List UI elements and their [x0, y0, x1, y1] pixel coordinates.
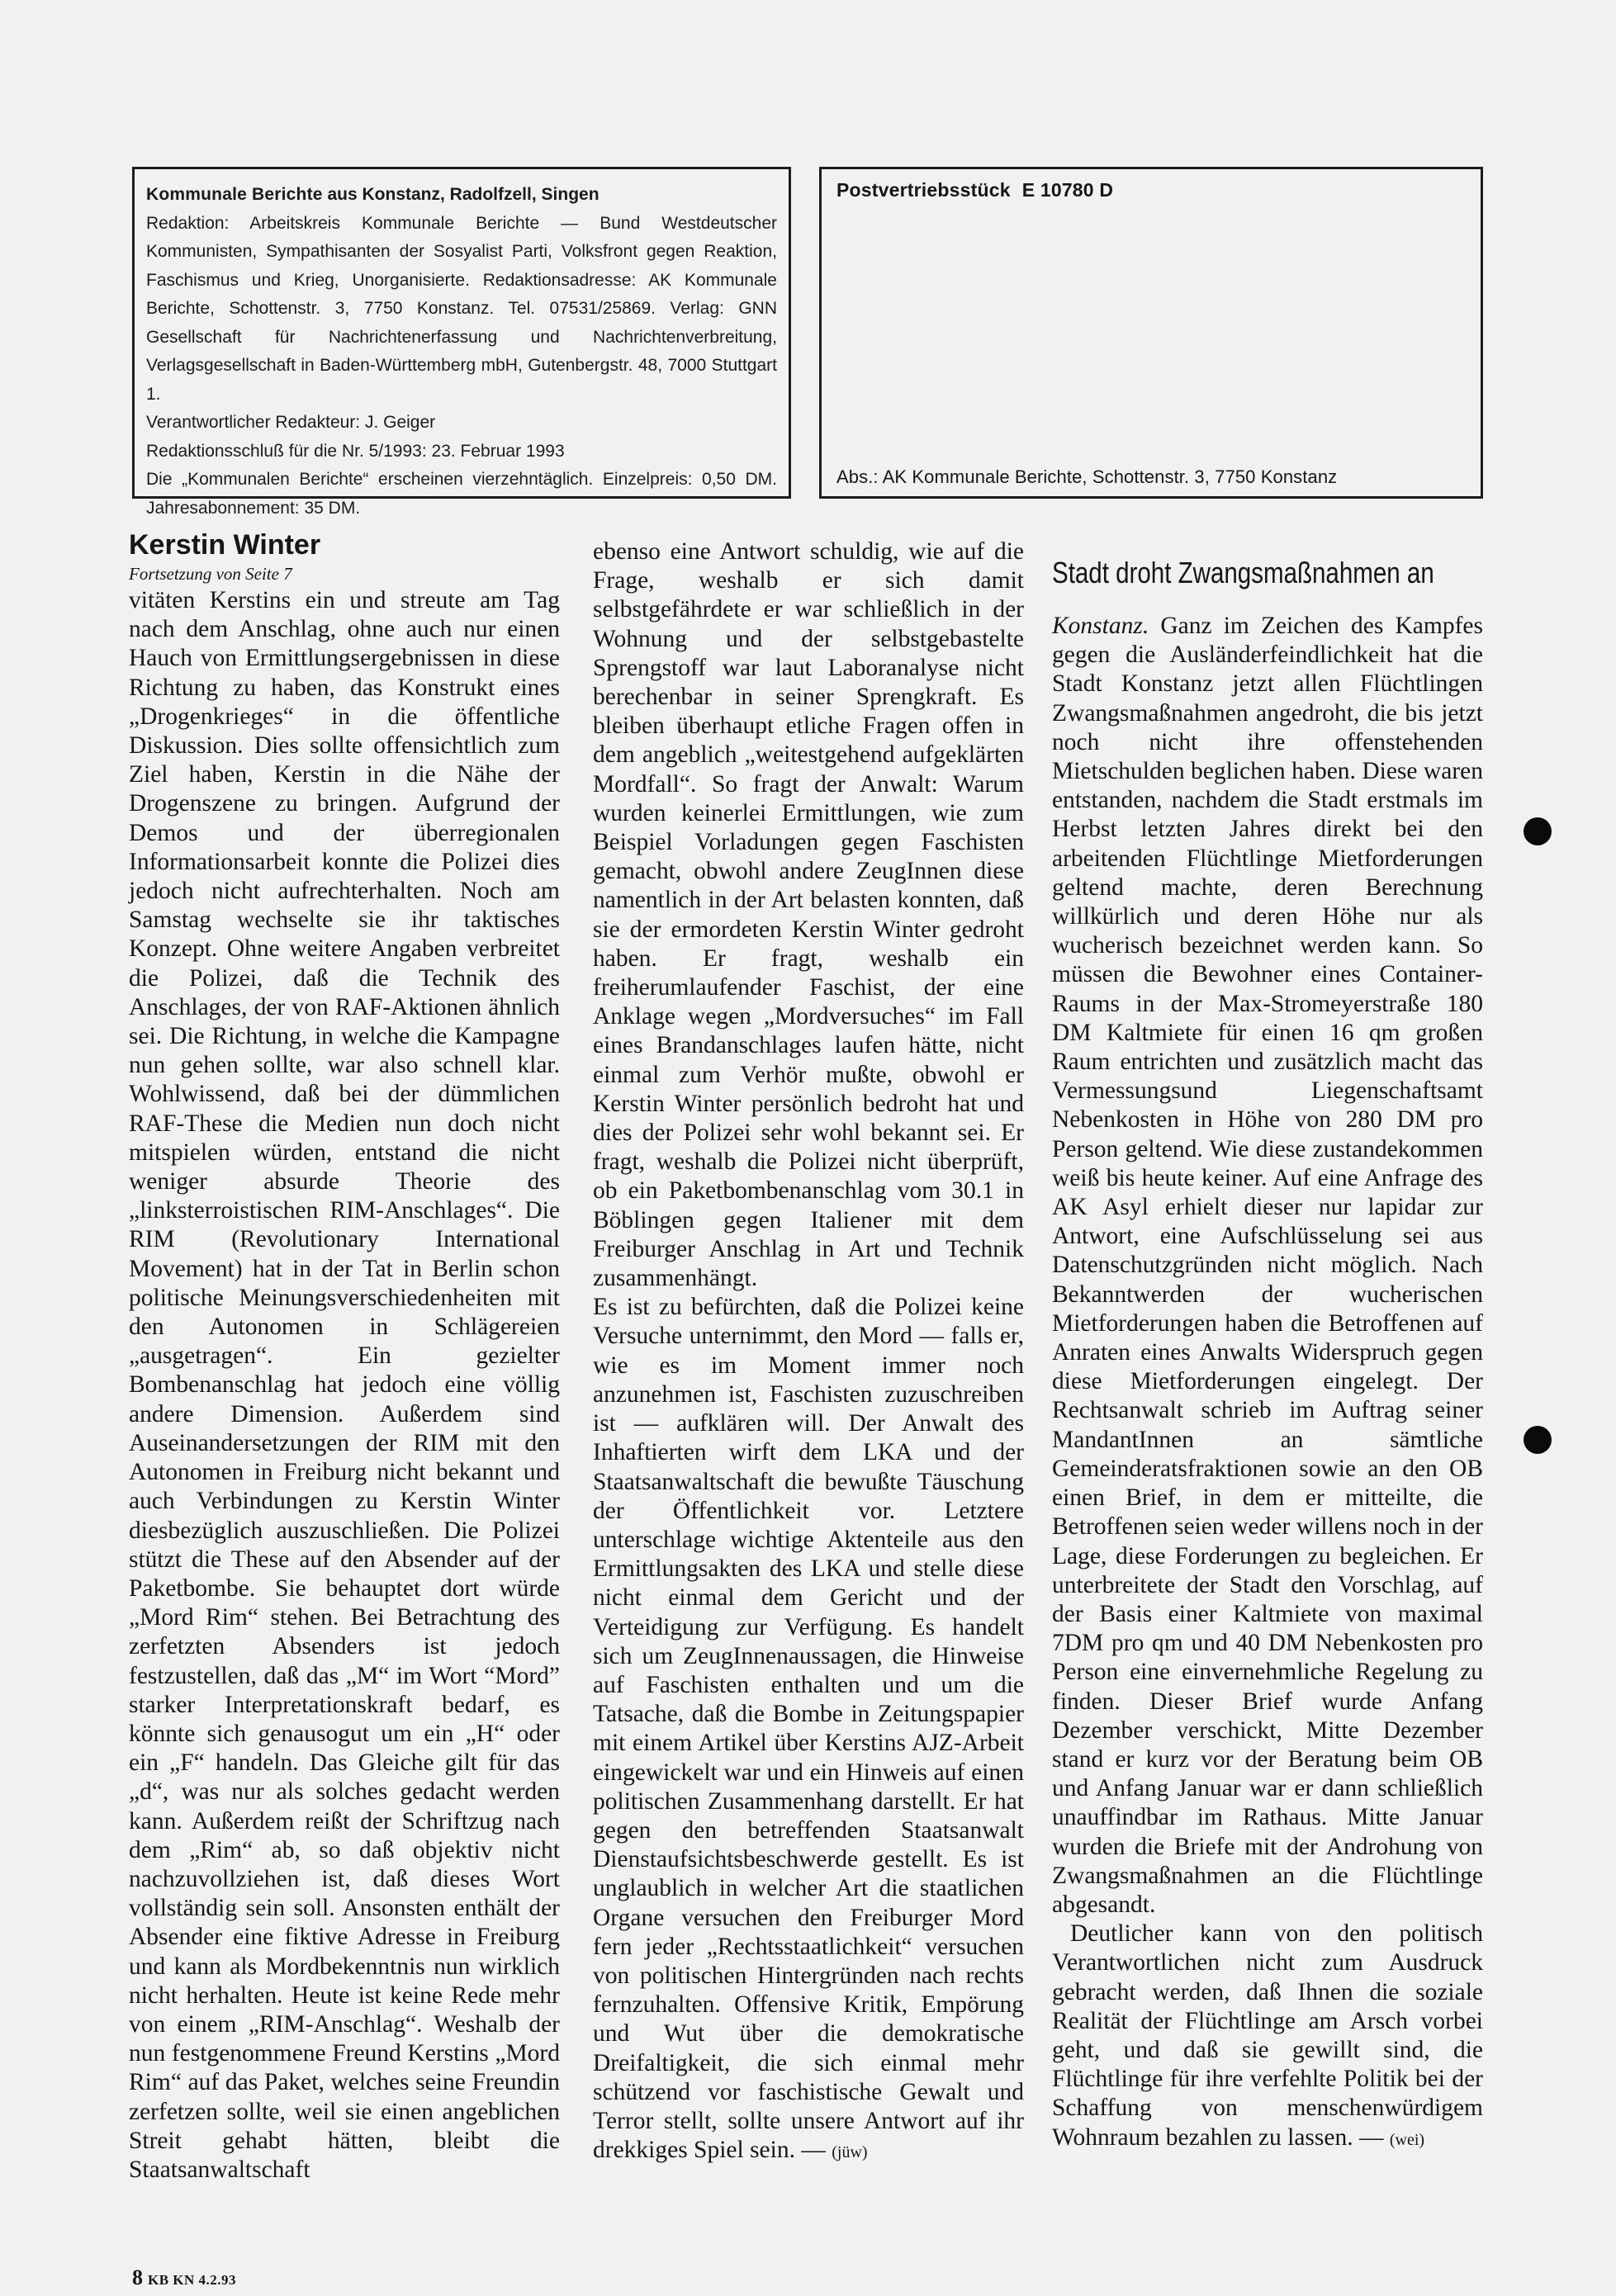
imprint-publication-name: Kommunale Berichte: [146, 185, 323, 204]
imprint-publication-region: aus Konstanz, Radolfzell, Singen: [322, 185, 599, 204]
binder-hole: [1524, 1426, 1552, 1454]
article1-column-2: [593, 537, 1024, 2167]
article2-dateline: Konstanz.: [1052, 613, 1149, 639]
sender-address: Abs.: AK Kommunale Berichte, Schottenstr. 3, 7750 Konstanz: [836, 466, 1338, 487]
article2-paragraph-2: [1052, 1920, 1483, 2155]
article2-headline: Stadt droht Zwangsmaßnahmen an: [1052, 556, 1434, 589]
article1-body-col2-paragraph-1: ebenso eine Antwort schuldig, wie auf die Frage, weshalb er sich damit selbstgefährdete er war schließlich in der Wohnung und der selbstgebastelte Sprengstoff war laut Laboranalyse nicht berechenbar in seiner Sprengkraft. Es bleiben überhaupt etliche Fragen offen in dem angeblich „weitestgehend aufgeklärten Mordfall“. So fragt der Anwalt: Warum wurden keinerlei Ermittlungen, wie zum Beispiel Vorladungen gegen Faschisten gemacht, obwohl andere ZeugInnen diese namentlich in der Art belasten konnten, daß sie der ermordeten Kerstin Winter gedroht haben. Er fragt, weshalb ein freiherumlaufender Faschist, der eine Anklage wegen „Mordversuches“ im Fall eines Brandanschlages laufen hätte, nicht einmal zum Verhör mußte, obwohl er Kerstin Winter persönlich bedroht hat und dies der Polizei sehr wohl bekannt sei. Er fragt, weshalb die Polizei nicht überprüft, ob ein Paketbombenanschlag vom 30.1 in Böblingen gegen Italiener mit dem Freiburger Anschlag in Art und Technik zusammenhängt.: [593, 538, 1024, 1292]
postal-label: [836, 179, 1113, 201]
article2-body-2: Deutlicher kann von den politisch Verantwortlichen nicht zum Ausdruck gebracht werden, daß Ihnen die soziale Realität der Flüchtlinge am Arsch vorbei geht, und daß sie gewillt sind, die Flüchtlinge für ihre verfehlte Politik bei der Schaffung von menschenwürdigem Wohnraum bezahlen zu lassen. —: [1052, 1920, 1483, 2151]
article1-body-col2-text: Es ist zu befürchten, daß die Polizei keine Versuche unternimmt, den Mord — falls er, wie es im Moment immer noch anzunehmen ist, Faschisten zuzuschreiben ist — aufklären will. Der Anwalt des Inhaftierten wirft dem LKA und der Staatsanwaltschaft die bewußte Täuschung der Öffentlichkeit vor. Letztere unterschlage wichtige Aktenteile aus den Ermittlungsakten des LKA und stelle diese nicht einmal dem Gericht und der Verteidigung zur Verfügung. Es handelt sich um ZeugInnenaussagen, die Hinweise auf Faschisten enthalten und um die Tatsache, daß die Bombe in Zeitungspapier mit einem Artikel über Kerstins AJZ-Arbeit eingewickelt war und ein Hinweis auf einen politischen Zusammenhang darstellt. Er hat gegen den betreffenden Staatsanwalt Dienstaufsichtsbeschwerde gestellt. Es ist unglaublich in welcher Art die staatlichen Organe versuchen den Freiburger Mord fern jeder „Rechtsstaatlichkeit“ versuchen von politischen Hintergründen nach rechts fernzuhalten. Offensive Kritik, Empörung und Wut über die demokratische Dreifaltigkeit, die sich einmal mehr schützend vor faschistische Gewalt und Terror stellt, sollte unsere Antwort auf ihr drekkiges Spiel sein. —: [593, 1294, 1024, 2164]
postal-code: E 10780 D: [1021, 179, 1114, 201]
article1-column-1: [129, 528, 560, 2185]
article1-body-col1: vitäten Kerstins ein und streute am Tag nach dem Anschlag, ohne auch nur einen Hauch von Ermittlungsergebnissen in diese Richtung zu haben, das Konstrukt eines „Drogenkrieges“ in die öffentliche Diskussion. Dies sollte offensichtlich zum Ziel haben, Kerstin in die Nähe der Drogenszene zu bringen. Aufgrund der Demos und der überregionalen Informationsarbeit konnte die Polizei dies jedoch nicht aufrechterhalten. Noch am Samstag wechselte sie ihr taktisches Konzept. Ohne weitere Angaben verbreitet die Polizei, daß die Technik des Anschlages, der von RAF-Aktionen ähnlich sei. Die Richtung, in welche die Kampagne nun gehen sollte, war also schnell klar. Wohlwissend, daß bei der dümmlichen RAF-These die Medien nun doch nicht mitspielen würden, entstand die nicht weniger absurde Theorie des „linksterroistischen RIM-Anschlages“. Die RIM (Revolutionary International Movement) hat in der Tat in Berlin schon politische Meinungsverschiedenheiten mit den Autonomen in Schlägereien „ausgetragen“. Ein gezielter Bombenanschlag hat jedoch eine völlig andere Dimension. Außerdem sind Auseinandersetzungen der RIM mit den Autonomen in Freiburg nicht bekannt und auch Verbindungen zu Kerstin Winter diesbezüglich auszuschließen. Die Polizei stützt die These auf den Absender auf der Paketbombe. Sie behauptet dort würde „Mord Rim“ stehen. Bei Betrachtung des zerfetzten Absenders ist jedoch festzustellen, daß das „M“ im Wort “Mord” starker Interpretationskraft bedarf, es könnte sich genausogut um ein „H“ oder ein „F“ handeln. Das Gleiche gilt für das „d“, was nur als solches gedacht werden kann. Außerdem reißt der Schriftzug nach dem „Rim“ ab, so daß objektiv nicht nachzuvollziehen ist, daß dieses Wort vollständig sein soll. Ansonsten enthält der Absender eine fiktive Adresse in Freiburg und kann als Mordbekenntnis nun wirklich nicht herhalten. Heute ist keine Rede mehr von einem „RIM-Anschlag“. Weshalb der nun festgenommene Freund Kerstins „Mord Rim“ auf das Paket, welches seine Freundin zerfetzen sollte, weil sie einen angeblichen Streit gehabt hätten, bleibt die Staatsanwaltschaft: [129, 587, 560, 2183]
article1-headline: Kerstin Winter: [129, 529, 321, 561]
postal-label-text: Postvertriebsstück: [836, 179, 1011, 201]
article2-body-1: Ganz im Zeichen des Kampfes gegen die Ausländerfeindlichkeit hat die Stadt Konstanz jetzt allen Flüchtlingen Zwangsmaßnahmen angedroht, die bis jetzt noch nicht ihre offenstehenden Mietschulden beglichen haben. Diese waren entstanden, nachdem die Stadt erstmals im Herbst letzten Jahres direkt bei den arbeitenden Flüchtlinge Mietforderungen geltend machte, deren Berechnung willkürlich und deren Höhe nur als wucherisch bezeichnet werden kann. So müssen die Bewohner eines Container-Raums in der Max-Stromeyerstraße 180 DM Kaltmiete für einen 16 qm großen Raum entrichten und zusätzlich macht das Vermessungsund Liegenschaftsamt Nebenkosten in Höhe von 280 DM pro Person geltend. Wie diese zustandekommen weiß bis heute keiner. Auf eine Anfrage des AK Asyl erhielt dieser nur lapidar zur Antwort, eine Aufschlüsselung sei aus Datenschutzgründen nicht möglich. Nach Bekanntwerden der wucherischen Mietforderungen haben die Betroffenen auf Anraten eines Anwalts Widerspruch gegen diese Mietforderungen eingelegt. Der Rechtsanwalt schrieb im Auftrag seiner MandantInnen an sämtliche Gemeinderatsfraktionen sowie an den OB einen Brief, in dem er mitteilte, die Betroffenen seien weder willens noch in der Lage, diese Forderungen zu begleichen. Er unterbreitete der Stadt den Vorschlag, auf der Basis einer Kaltmiete von maximal 7DM pro qm und 40 DM Nebenkosten pro Person eine einvernehmliche Regelung zu finden. Dieser Brief wurde Anfang Dezember verschickt, Mitte Dezember stand er kurz vor der Beratung beim OB und Anfang Januar war er dann schließlich unauffindbar im Rathaus. Mitte Januar wurden die Briefe mit der Androhung von Zwangsmaßnahmen an die Flüchtlinge abgesandt.: [1052, 613, 1483, 1918]
page-footer: [132, 2265, 236, 2290]
imprint-editor: Verantwortlicher Redakteur: J. Geiger: [146, 413, 436, 432]
article1-author: (jüw): [832, 2143, 868, 2162]
imprint-schedule: Die „Kommunalen Berichte“ erscheinen vierzehntäglich. Einzelpreis: 0,50 DM. Jahresabonnement: 35 DM.: [146, 470, 777, 518]
article2-column: [1052, 612, 1483, 2155]
imprint-body: Redaktion: Arbeitskreis Kommunale Berichte — Bund Westdeutscher Kommunisten, Sympathisanten der Sosyalist Parti, Volksfront gegen Reaktion, Faschismus und Krieg, Unorganisierte. Redaktionsadresse: AK Kommunale Berichte, Schottenstr. 3, 7750 Konstanz. Tel. 07531/25869. Verlag: GNN Gesellschaft für Nachrichtenerfassung und Nachrichtenverbreitung, Verlagsgesellschaft in Baden-Württemberg mbH, Gutenbergstr. 48, 7000 Stuttgart 1.: [146, 213, 777, 404]
imprint-deadline: Redaktionsschluß für die Nr. 5/1993: 23. Februar 1993: [146, 441, 565, 461]
imprint-box: [132, 167, 791, 518]
postal-address-box: [819, 167, 1483, 499]
article1-continuation-note: Fortsetzung von Seite 7: [129, 564, 292, 584]
article1-body-col2-paragraph-2: [593, 1293, 1024, 2167]
issue-reference: KB KN 4.2.93: [148, 2272, 237, 2288]
article2-author: (wei): [1389, 2130, 1425, 2149]
page-number: 8: [132, 2265, 143, 2289]
article2-paragraph-1: [1052, 612, 1483, 1920]
binder-hole: [1524, 817, 1552, 845]
